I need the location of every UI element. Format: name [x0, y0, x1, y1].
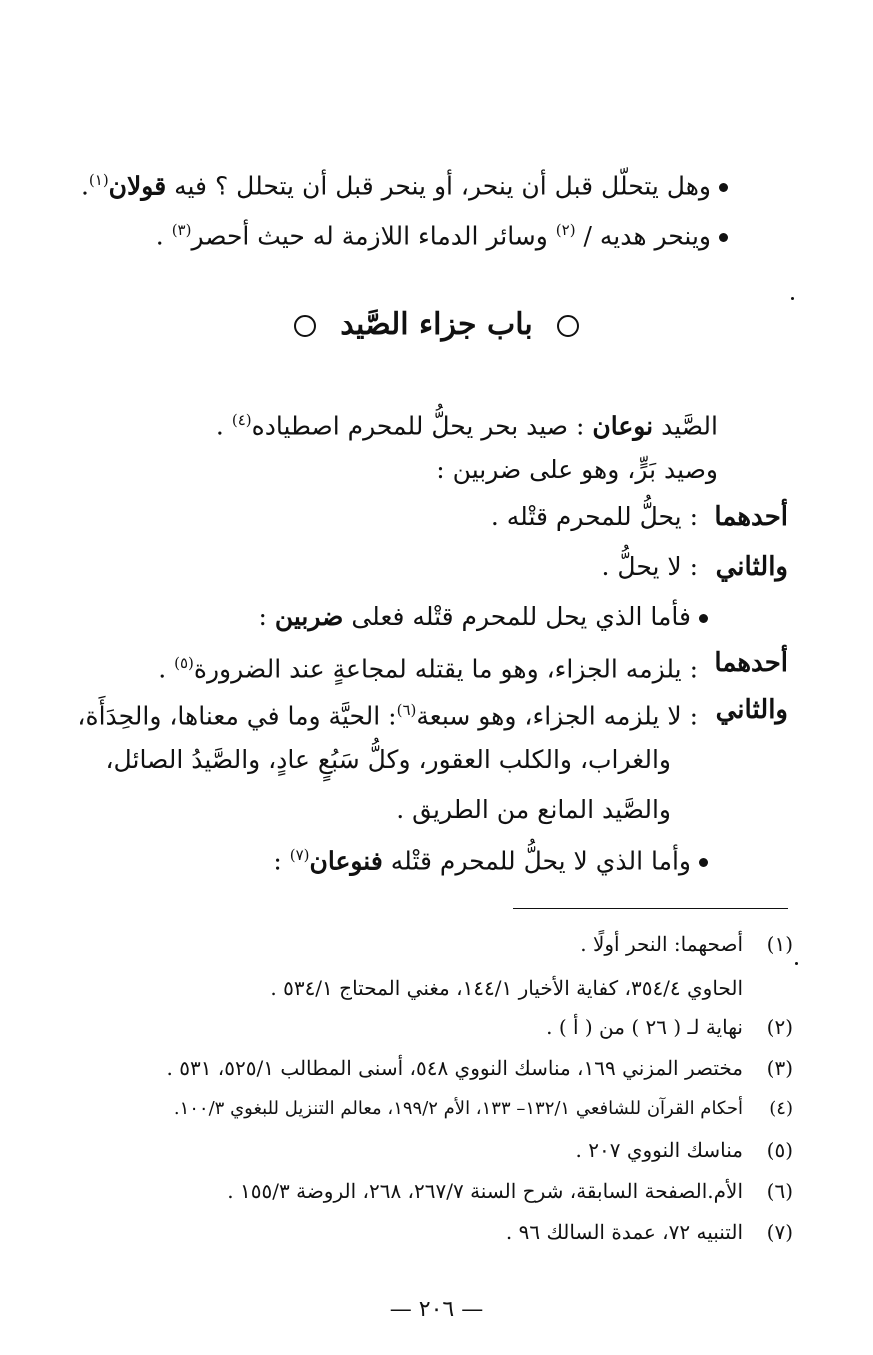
scan-speck	[795, 962, 798, 965]
footnote: (٢)نهاية لـ ( ٢٦ ) من ( أ ) .	[546, 1015, 793, 1039]
footnote: (٧)التنبيه ٧٢، عمدة السالك ٩٦ .	[505, 1220, 793, 1244]
body-line-2: وصيد بَرٍّ، وهو على ضربين :	[436, 455, 718, 484]
circle-ornament-icon	[294, 315, 316, 337]
item-text: : يحلُّ للمحرم قتْله .	[490, 502, 698, 531]
item-label: والثاني	[715, 552, 788, 582]
footnote: (١)أصحهما: النحر أولًا .	[580, 932, 793, 956]
bullet-line-2: وينحر هديه / $^{(٢)}$ وسائر الدماء اللازمة له حيث أحصر$^{(٣)}$ .	[156, 210, 728, 256]
item-label: والثاني	[715, 695, 788, 725]
body-bullet: وأما الذي لا يحلُّ للمحرم قتْله فنوعان$^{(٧)}$ :	[273, 835, 708, 881]
bullet-dot-icon	[719, 183, 728, 192]
chapter-heading: باب جزاء الصَّيد	[0, 300, 873, 350]
footnote: (٣)مختصر المزني ١٦٩، مناسك النووي ٥٤٨، أسنى المطالب ٥٢٥/١، ٥٣١ .	[166, 1056, 793, 1080]
item-text: : يلزمه الجزاء، وهو ما يقتله لمجاعةٍ عند الضرورة$^{(٥)}$ .	[158, 654, 698, 684]
body-line-1: الصَّيد نوعان : صيد بحر يحلُّ للمحرم اصطياده$^{(٤)}$ .	[215, 411, 718, 441]
item-label: أحدهما	[714, 648, 788, 678]
footnote-cont: الحاوي ٣٥٤/٤، كفاية الأخيار ١٤٤/١، مغني المحتاج ٥٣٤/١ .	[270, 976, 743, 1000]
circle-ornament-icon	[557, 315, 579, 337]
footnote-separator	[513, 908, 788, 909]
item-text: : لا يلزمه الجزاء، وهو سبعة$^{(٦)}$: الحيَّة وما في معناها، والحِدَأَة،	[77, 701, 698, 731]
scan-speck	[791, 297, 794, 300]
item-text: : لا يحلُّ .	[601, 552, 698, 581]
item-label: أحدهما	[714, 502, 788, 532]
item-text-cont: والصَّيد المانع من الطريق .	[396, 795, 671, 824]
page-number: — ٢٠٦ —	[389, 1297, 484, 1322]
footnote: (٥)مناسك النووي ٢٠٧ .	[575, 1138, 793, 1162]
body-bullet: فأما الذي يحل للمحرم قتْله فعلى ضربين :	[258, 597, 708, 637]
footnote: (٤)أحكام القرآن للشافعي ١٣٢/١– ١٣٣، الأم ١٩٩/٢، معالم التنزيل للبغوي ١٠٠/٣.	[173, 1098, 793, 1119]
footnote: (٦)الأم.الصفحة السابقة، شرح السنة ٢٦٧/٧، ٢٦٨، الروضة ١٥٥/٣ .	[227, 1179, 793, 1203]
bullet-dot-icon	[699, 614, 708, 623]
bullet-line-1: وهل يتحلّل قبل أن ينحر، أو ينحر قبل أن يتحلل ؟ فيه قولان$^{(١)}$.	[81, 160, 728, 206]
bullet-dot-icon	[719, 233, 728, 242]
bullet-dot-icon	[699, 858, 708, 867]
item-text-cont: والغراب، والكلب العقور، وكلُّ سَبُعٍ عادٍ، والصَّيدُ الصائل،	[105, 745, 671, 774]
